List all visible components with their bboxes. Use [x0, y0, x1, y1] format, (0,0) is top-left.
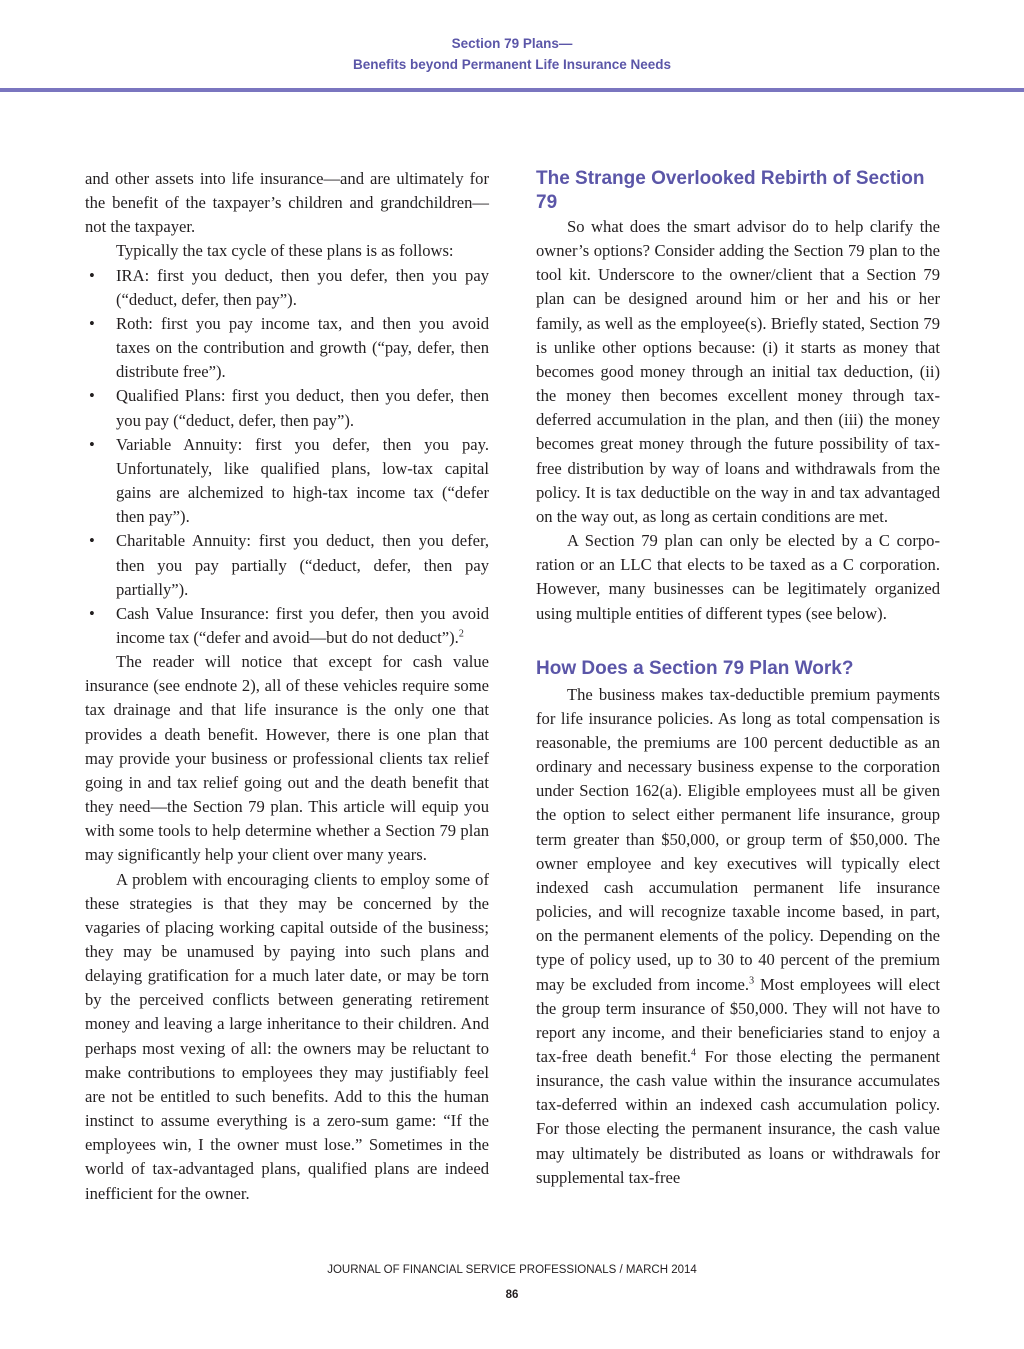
paragraph-tax-cycle-intro: Typically the tax cycle of these plans is as follows:: [116, 241, 454, 261]
journal-footer: JOURNAL OF FINANCIAL SERVICE PROFESSIONALS / MARCH 2014: [327, 1264, 697, 1276]
endnote-ref-3[interactable]: 3: [749, 975, 755, 986]
header-line-2: Benefits beyond Permanent Life Insurance Needs: [352, 57, 672, 72]
left-column: [85, 167, 489, 1206]
bullet-icon: •: [89, 434, 95, 454]
list-item: • IRA: first you deduct, then you defer, then you pay (“deduct, defer, then pay”).: [89, 265, 489, 309]
section-heading-how-it-works: How Does a Section 79 Plan Work?: [536, 657, 854, 679]
list-item: • Roth: first you pay income tax, and then you avoid taxes on the contribution and growth (“pay, defer, then distribute free”).: [89, 313, 489, 382]
bullet-icon: •: [89, 386, 95, 406]
paragraph-how-it-works: The business makes tax-deductible premium payments for life insurance policies. As long as total compensation is reasonable, the premiums are 100 percent deductible as an ordinary and necessary business expense to the corporation under Section 162(a). Eligible employees must all be given the option to select either permanent life insurance, group term greater than $50,000, or group term of $50,000. The owner employee and key executives will typically elect indexed cash accumulation permanent life insurance policies, and will recognize taxable income based, in part, on the permanent elements of the policy. Depending on the type of policy used, up to 30 to 40 percent of the premium may be excluded from income.$^3$ Most employees will elect the group term insurance of $50,000. They will not have to report any income, and their beneficiaries stand to enjoy a tax-free death benefit.$^4$ For those electing the permanent insurance, the cash value within the insurance accumulates tax-deferred within an indexed cash accumulation policy. For those electing the permanent insurance, the cash value may ultimately be distributed as loans or withdrawals for supplemental tax-free: [536, 684, 940, 1187]
header-line-1: Section 79 Plans—: [451, 36, 573, 51]
right-column: [536, 167, 940, 1190]
header-rule: [0, 88, 1024, 92]
bullet-icon: •: [89, 313, 95, 333]
paragraph-c-corporation: A Section 79 plan can only be elected by a C corporation or an LLC that elects to be taxed as a C corporation. However, many businesses can be legitimately organized using multiple entities of different types (see below).: [536, 531, 940, 623]
list-item: • Qualified Plans: first you deduct, then you defer, then you pay (“deduct, defer, then pay”).: [89, 386, 489, 430]
bullet-icon: •: [89, 265, 95, 285]
tax-cycle-list: [85, 264, 489, 651]
paragraph-problem: A problem with encouraging clients to employ some of these strategies is that they may be concerned by the vagaries of placing working capital outside of the business; they may be unamused by paying into such plans and delaying gratification for a much later date, or may be torn by the perceived conflicts between generating retirement money and leaving a large inheritance to their children. And perhaps most vexing of all: the owners may be reluctant to make contributions to employees they may justifiably feel are not be entitled to such benefits. Add to this the human instinct to assume everything is a zero-sum game: “If the employees win, I the owner must lose.” Sometimes in the world of tax-advantaged plans, qualified plans are indeed inefficient for the owner.: [85, 869, 489, 1203]
bullet-icon: •: [89, 603, 95, 623]
paragraph-smart-advisor: So what does the smart advisor do to help clarify the owner’s options? Consider adding the Section 79 plan to the tool kit. Underscore to the owner/client that a Section 79 plan can be designed around him or her and his or her family, as well as the employee(s). Briefly stated, Section 79 is unlike other options because: (i) it starts as money that becomes good money through an initial tax deduction, (ii) the money then becomes excellent money through tax-deferred accumulation in the plan, and then (iii) the money becomes great money through the future possibility of tax-free distribution by way of loans and withdrawals from the policy. It is tax deductible on the way in and tax advantaged on the way out, as long as certain conditions are met.: [536, 217, 940, 526]
running-header: [0, 33, 1024, 75]
paragraph-reader: The reader will notice that except for cash value insurance (see endnote 2), all of these vehicles require some tax drainage and that life insurance is the only one that provides a death benefit. However, there is one plan that may provide your business or professional clients tax relief going in and tax relief going out and the death benefit that they need—the Section 79 plan. This article will equip you with some tools to help determine whether a Section 79 plan may significantly help your client over many years.: [85, 652, 489, 865]
page-number: 86: [505, 1289, 519, 1301]
paragraph-continued: and other assets into life insurance—and are ultimately for the benefit of the taxpayer’s children and grandchildren—not the taxpayer.: [85, 169, 489, 237]
endnote-ref-4[interactable]: 4: [690, 1047, 696, 1059]
bullet-icon: •: [89, 531, 95, 551]
endnote-ref-2[interactable]: 2: [458, 628, 464, 640]
section-heading-rebirth: The Strange Overlooked Rebirth of Section 79: [536, 168, 925, 213]
list-item: • Cash Value Insurance: first you defer, then you avoid income tax (“defer and avoid—but do not deduct”).$^2$: [89, 603, 489, 647]
list-item: • Variable Annuity: first you defer, then you pay. Unfortunately, like qualified plans, low-tax capital gains are alchemized to high-tax income tax (“defer then pay”).: [89, 434, 489, 527]
list-item: • Charitable Annuity: first you deduct, then you defer, then you pay partially (“deduct, defer, then pay partially”).: [89, 531, 489, 599]
